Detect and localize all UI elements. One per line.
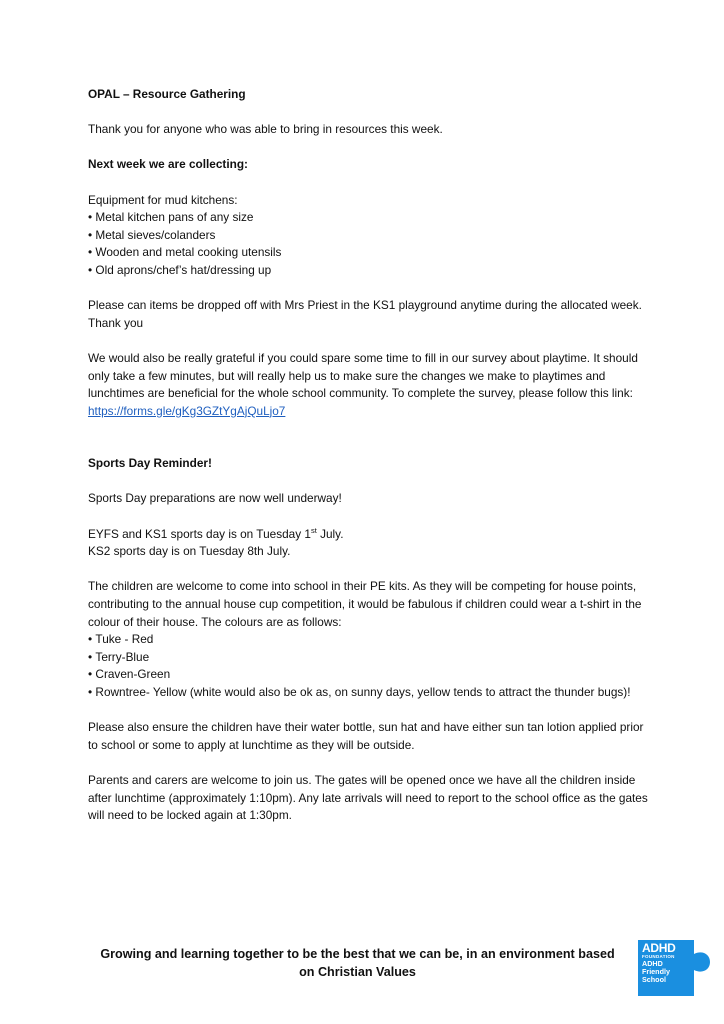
eyfs-date-month: July. (316, 526, 344, 541)
opal-heading: OPAL – Resource Gathering (88, 87, 246, 101)
logo-sub-line: ADHD (642, 959, 663, 968)
list-item: • Wooden and metal cooking utensils (88, 244, 648, 262)
sports-prep: Sports Day preparations are now well underway! (88, 491, 342, 506)
ordinal-suffix: st (310, 525, 317, 535)
document-body (88, 86, 648, 825)
equipment-list (88, 209, 648, 279)
list-item: • Old aprons/chef’s hat/dressing up (88, 262, 648, 280)
footer-line-1: Growing and learning together to be the best that we can be, in an environment based (100, 947, 615, 961)
collecting-heading: Next week we are collecting: (88, 157, 248, 172)
sports-heading: Sports Day Reminder! (88, 456, 212, 471)
water-paragraph: Please also ensure the children have their water bottle, sun hat and have either sun tan lotion applied prior to school or some to apply at lunchtime as they will be outside. (88, 720, 644, 752)
list-item: • Terry-Blue (88, 649, 648, 667)
parents-paragraph: Parents and carers are welcome to join us. The gates will be opened once we have all the children inside after lunchtime (approximately 1:10pm). Any late arrivals will need to report to the school office as the gates will need to be locked again at 1:30pm. (88, 772, 648, 823)
eyfs-date-text: EYFS and KS1 sports day is on Tuesday 1 (88, 526, 311, 541)
survey-paragraph (88, 350, 648, 420)
logo-foundation: FOUNDATION (642, 954, 675, 959)
pe-kits-paragraph: The children are welcome to come into school in their PE kits. As they will be competing for house points, contributing to the annual house cup competition, it would be fabulous if children could wear a t-shirt in the colour of their house. The colours are as follows: (88, 579, 642, 629)
list-item: • Craven-Green (88, 666, 648, 684)
logo-title: ADHD (642, 941, 676, 955)
dropoff-paragraph: Please can items be dropped off with Mrs Priest in the KS1 playground anytime during the allocated week. Thank you (88, 298, 642, 330)
equipment-intro: Equipment for mud kitchens: (88, 192, 238, 207)
list-item: • Metal kitchen pans of any size (88, 209, 648, 227)
survey-text: We would also be really grateful if you could spare some time to fill in our survey about playtime. It should only take a few minutes, but will really help us to make sure the changes we make to playtimes and lunchtimes are beneficial for the whole school community. To complete the survey, please follow this link: (88, 350, 638, 401)
logo-text (642, 942, 694, 985)
footer-motto (90, 945, 625, 981)
list-item: • Tuke - Red (88, 631, 648, 649)
adhd-friendly-school-logo (636, 938, 712, 998)
footer-line-2: on Christian Values (299, 965, 416, 979)
logo-sub-line: Friendly (642, 967, 670, 977)
ks2-date: KS2 sports day is on Tuesday 8th July. (88, 544, 291, 559)
survey-link[interactable]: https://forms.gle/gKg3GZtYgAjQuLjo7 (88, 403, 286, 418)
list-item: • Metal sieves/colanders (88, 227, 648, 245)
logo-subtitle (642, 960, 694, 985)
eyfs-date (88, 526, 648, 544)
logo-sub-line: School (642, 975, 666, 985)
house-list (88, 631, 648, 701)
list-item: • Rowntree- Yellow (white would also be ok as, on sunny days, yellow tends to attract the thunder bugs)! (88, 684, 648, 702)
opal-thanks: Thank you for anyone who was able to bring in resources this week. (88, 122, 443, 137)
